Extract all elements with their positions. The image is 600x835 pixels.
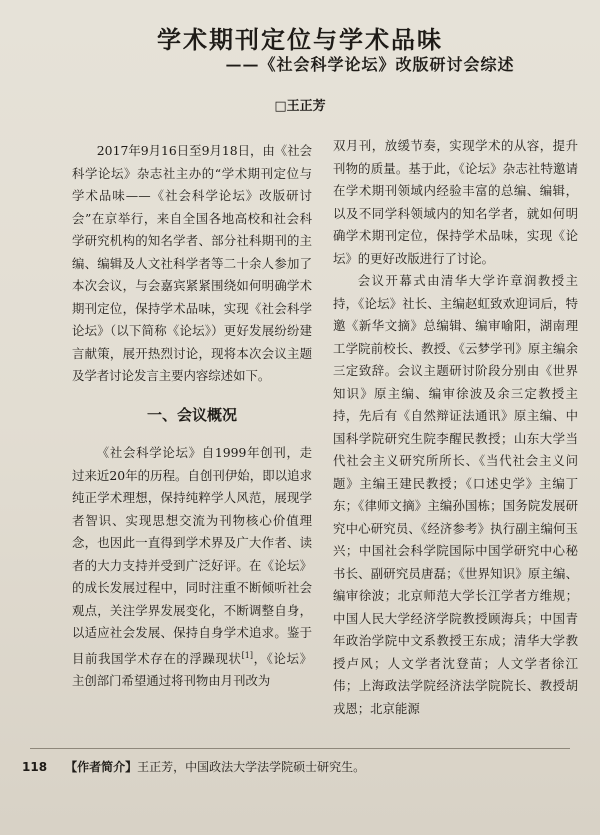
- intro-paragraph: 2017年9月16日至9月18日，由《社会科学论坛》杂志社主办的“学术期刊定位与学术品味——《社会科学论坛》改版研讨会”在京举行，来自全国各地高校和社会科学研究机构的知名学者、部分社科期刊的主编、编辑及人文社科学者等二十余人参加了本次会议，与会嘉宾紧紧围绕如何明确学术期刊定位，保持学术品味，实现《社会科学论坛》（以下简称《论坛》）更好发展纷纷建言献策，展开热烈讨论，现将本次会议主题及学者讨论发言主要内容综述如下。: [72, 143, 312, 383]
- footnote-text: 王正芳，中国政法大学法学院硕士研究生。: [137, 760, 366, 774]
- opening-paragraph: 会议开幕式由清华大学许章润教授主持，《论坛》社长、主编赵虹致欢迎词后，特邀《新华文摘》总编辑、编审喻阳，湖南理工学院前校长、教授、《云梦学刊》原主编余三定致辞。会议主题研讨阶段分别由《世界知识》原主编、编审徐波及余三定教授主持，先后有《自然辩证法通讯》原主编、中国科学院研究生院李醒民教授；山东大学当代社会主义研究所所长、《当代社会主义问题》主编王建民教授；《口述史学》主编丁东；《律师文摘》主编孙国栋；国务院发展研究中心研究员、《经济参考》执行副主编何玉兴；中国社会科学院国际中国学研究中心秘书长、副研究员唐磊；《世界知识》原主编、编审徐波；北京师范大学长江学者方维规；中国人民大学经济学院教授顾海兵；中国青年政治学院中文系教授王东成；清华大学教授卢风；人文学者沈登苗；人文学者徐江伟；上海政法学院经济法学院院长、教授胡戎恩；北京能源: [333, 273, 578, 716]
- overview-text-continued: ，《论坛》主创部门希望通过将刊物由月刊改为: [72, 650, 312, 689]
- right-column: [333, 135, 578, 720]
- left-column: [72, 140, 312, 693]
- article-subtitle: ——《社会科学论坛》改版研讨会综述: [225, 55, 515, 74]
- footnote-label: 【作者简介】: [65, 760, 138, 774]
- overview-paragraph: [72, 442, 312, 693]
- section-heading: 一、会议概况: [146, 405, 237, 424]
- article-title: 学术期刊定位与学术品味: [157, 25, 443, 54]
- citation-mark: [1]: [241, 650, 253, 660]
- article-author: □王正芳: [274, 99, 326, 114]
- footer-rule: [30, 748, 570, 749]
- page-footer: [22, 758, 365, 775]
- page-number: 118: [22, 760, 48, 774]
- overview-text: 《社会科学论坛》自1999年创刊，走过来近20年的历程。自创刊伊始，即以追求纯正学术理想，保持纯粹学人风范，展现学者智识、实现思想交流为刊物核心价值理念，也因此一直得到学术界及广大作者、读者的大力支持并受到广泛好评。在《论坛》的成长发展过程中，同时注重不断倾听社会观点，关注学界发展变化，不断调整自身，以适应社会发展、保持自身学术追求。鉴于目前我国学术存在的浮躁现状: [72, 445, 312, 666]
- continued-paragraph: 双月刊，放缓节奏，实现学术的从容，提升刊物的质量。基于此，《论坛》杂志社特邀请在学术期刊领域内经验丰富的总编、编辑，以及不同学科领域内的知名学者，就如何明确学术期刊定位，保持学术品味，实现《论坛》的更好改版进行了讨论。: [333, 138, 578, 266]
